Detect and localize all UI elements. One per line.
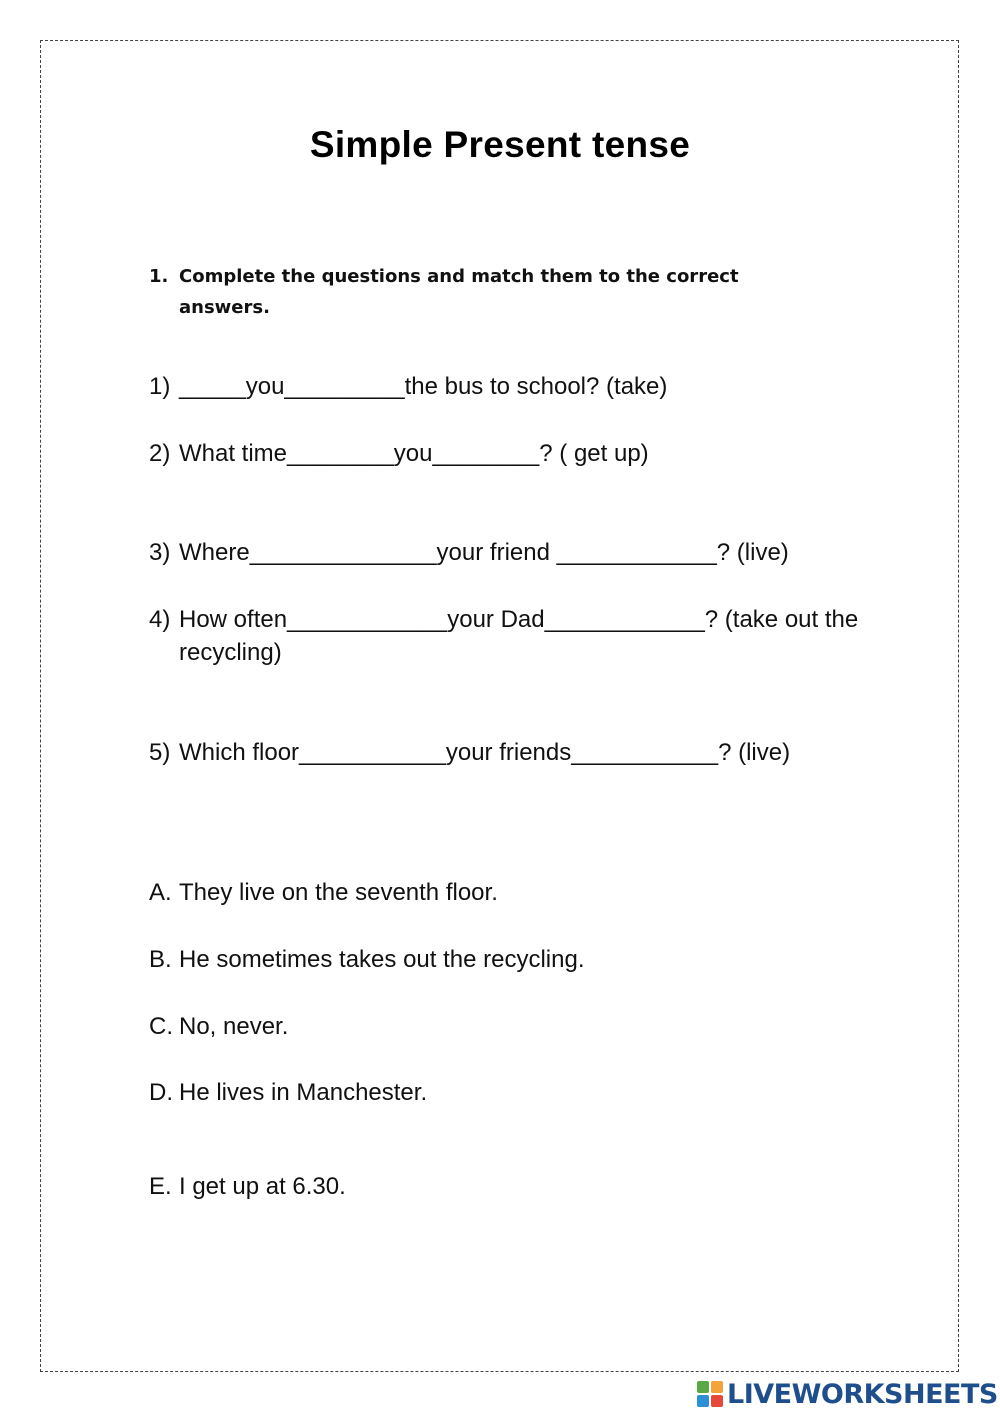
- question-text: How often____________your Dad____________? (take out the recycling): [179, 606, 865, 666]
- question-label: 2): [149, 440, 171, 467]
- watermark-text: LIVEWORKSHEETS: [727, 1378, 998, 1410]
- answer-item: [149, 943, 879, 976]
- question-text: Where______________your friend ____________? (live): [179, 539, 789, 566]
- logo-square: [697, 1395, 709, 1407]
- question-label: 3): [149, 539, 171, 566]
- question-text: Which floor___________your friends___________? (live): [179, 739, 791, 766]
- answer-label: C.: [149, 1013, 173, 1040]
- answer-item: [149, 1170, 879, 1203]
- answer-item: [149, 876, 879, 909]
- liveworksheets-watermark: [697, 1378, 998, 1410]
- question-item: [149, 736, 879, 769]
- instruction-text: Complete the questions and match them to the correct answers.: [179, 266, 739, 318]
- question-item: [149, 370, 879, 403]
- question-text: What time________you________? ( get up): [179, 440, 649, 467]
- answer-label: D.: [149, 1079, 173, 1106]
- answer-text: No, never.: [179, 1013, 289, 1040]
- answer-text: He lives in Manchester.: [179, 1079, 428, 1106]
- page-title: Simple Present tense: [309, 124, 691, 165]
- answer-text: He sometimes takes out the recycling.: [179, 946, 585, 973]
- answer-item: [149, 1010, 879, 1043]
- logo-square: [711, 1395, 723, 1407]
- answer-text: I get up at 6.30.: [179, 1173, 346, 1200]
- question-text: _____you_________the bus to school? (take): [179, 373, 668, 400]
- instruction: [149, 261, 829, 323]
- liveworksheets-logo-icon: [697, 1381, 723, 1407]
- answer-label: B.: [149, 946, 172, 973]
- answer-label: E.: [149, 1173, 172, 1200]
- instruction-number: 1.: [149, 266, 169, 287]
- answer-item: [149, 1076, 879, 1109]
- question-item: [149, 437, 879, 470]
- question-label: 4): [149, 606, 171, 633]
- question-item: [149, 603, 879, 669]
- logo-square: [711, 1381, 723, 1393]
- question-label: 1): [149, 373, 171, 400]
- logo-square: [697, 1381, 709, 1393]
- question-item: [149, 536, 879, 569]
- answer-text: They live on the seventh floor.: [179, 879, 498, 906]
- answer-label: A.: [149, 879, 172, 906]
- question-label: 5): [149, 739, 171, 766]
